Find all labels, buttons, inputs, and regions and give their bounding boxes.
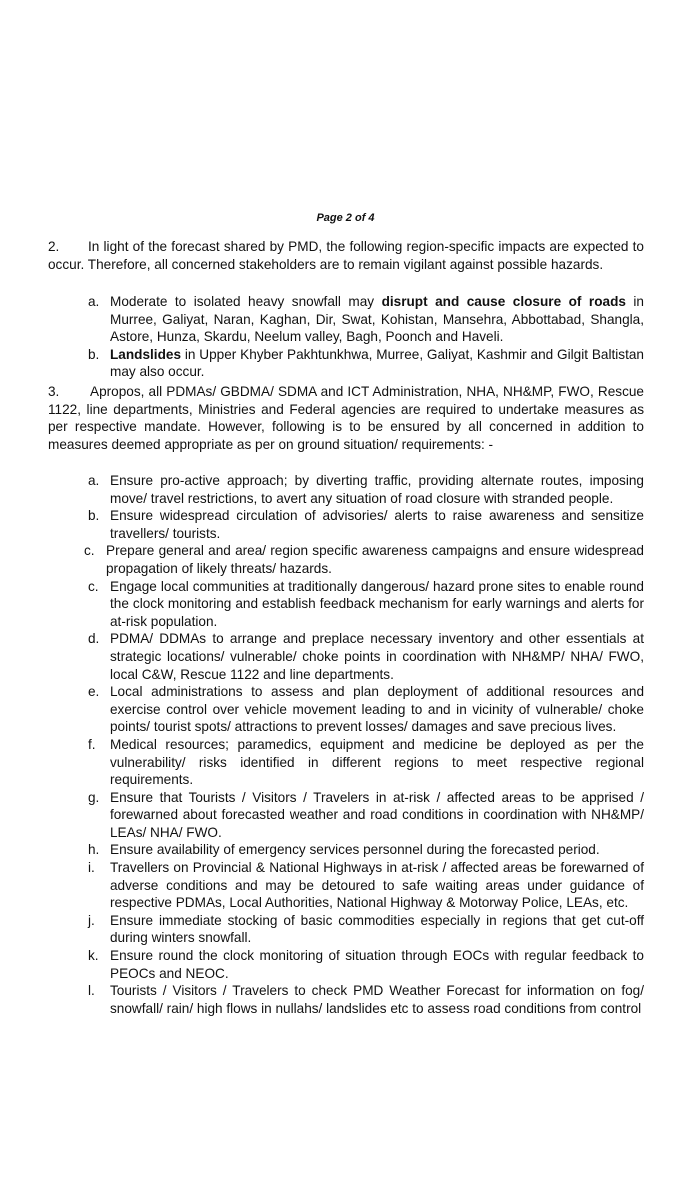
item-marker: e.: [88, 684, 100, 700]
item-marker: l.: [88, 983, 95, 999]
paragraph-2: [48, 238, 644, 273]
item-text: Local administrations to assess and plan deployment of additional resources and exercise control over vehicle movement leading to and in vicinity of vulnerable/ choke points/ tourist spots/ attractions to prevent losses/ damages and save precious lives.: [110, 684, 644, 735]
item-bold-text: disrupt and cause closure of roads: [381, 294, 626, 309]
item-marker: c.: [84, 543, 95, 559]
item-marker: b.: [88, 508, 100, 524]
item-text: Ensure pro-active approach; by diverting traffic, providing alternate routes, imposing move/ travel restrictions, to avert any situation of road closure with stranded people.: [110, 473, 644, 506]
list-item: [88, 789, 644, 842]
item-marker: c.: [88, 578, 99, 594]
list-item: [88, 293, 644, 346]
item-text: Engage local communities at traditionally dangerous/ hazard prone sites to enable round the clock monitoring and establish feedback mechanism for early warnings and alerts for at-risk population.: [110, 578, 644, 629]
paragraph-number: 3.: [48, 384, 60, 399]
item-text: Ensure widespread circulation of advisories/ alerts to raise awareness and sensitize travellers/ tourists.: [110, 508, 644, 541]
item-marker: d.: [88, 631, 100, 647]
measures-list: [84, 472, 644, 1017]
item-marker: a.: [88, 294, 100, 309]
list-item: [88, 736, 644, 789]
item-text: Travellers on Provincial & National Highways in at-risk / affected areas be forewarned of adverse conditions and may be detoured to safe waiting areas under guidance of respective PDMAs, Local Authorities, National Highway & Motorway Police, LEAs, etc.: [110, 860, 644, 911]
item-text: in Murree, Galiyat, Naran, Kaghan, Dir, Swat, Kohistan, Mansehra, Abbottabad, Shangla, Astore, Hunza, Skardu, Neelum valley, Bagh, Poonch and Haveli.: [110, 294, 644, 345]
paragraph-text: In light of the forecast shared by PMD, the following region-specific impacts are expected to occur. Therefore, all concerned stakeholders are to remain vigilant against possible hazards.: [48, 239, 644, 272]
item-text: Ensure availability of emergency services personnel during the forecasted period.: [110, 842, 600, 858]
list-item: [88, 947, 644, 982]
item-marker: g.: [88, 789, 100, 805]
item-marker: k.: [88, 948, 99, 964]
item-text: Moderate to isolated heavy snowfall may: [110, 294, 382, 309]
item-marker: h.: [88, 842, 100, 858]
list-item: [88, 507, 644, 542]
list-item: [88, 683, 644, 736]
item-text: Medical resources; paramedics, equipment and medicine be deployed as per the vulnerability/ risks identified in different regions to meet respective regional requirements.: [110, 736, 644, 788]
paragraph-text: Apropos, all PDMAs/ GBDMA/ SDMA and ICT Administration, NHA, NH&MP, FWO, Rescue 1122, line departments, Ministries and Federal agencies are required to undertake measures as per respective mandate. However, following is to be ensured by all concerned in addition to measures deemed appropriate as per on ground situation/ requirements: -: [48, 384, 644, 452]
item-text: Tourists / Visitors / Travelers to check PMD Weather Forecast for information on fog/ snowfall/ rain/ high flows in nullahs/ landslides etc to assess road conditions from control: [110, 983, 644, 1016]
list-item: [84, 542, 644, 577]
item-text: Ensure that Tourists / Visitors / Travelers in at-risk / affected areas to be apprised / forewarned about forecasted weather and road conditions in coordination with NH&MP/ LEAs/ NHA/ FWO.: [110, 789, 644, 840]
item-text: Ensure round the clock monitoring of situation through EOCs with regular feedback to PEOCs and NEOC.: [110, 948, 644, 981]
list-item: [88, 346, 644, 381]
list-item: [88, 630, 644, 683]
list-item: [88, 912, 644, 947]
item-marker: b.: [88, 346, 100, 362]
item-marker: a.: [88, 473, 100, 488]
paragraph-3: [48, 383, 644, 453]
list-item: [88, 982, 644, 1017]
page-number-label: Page 2 of 4: [316, 212, 375, 224]
list-item: [88, 472, 644, 507]
item-text: PDMA/ DDMAs to arrange and preplace necessary inventory and other essentials at strategic locations/ vulnerable/ choke points in coordination with NH&MP/ NHA/ FWO, local C&W, Rescue 1122 and line departments.: [110, 631, 644, 682]
item-text: Prepare general and area/ region specific awareness campaigns and ensure widespread propagation of likely threats/ hazards.: [106, 543, 644, 576]
impacts-list: [88, 293, 644, 381]
item-bold-text: Landslides: [110, 346, 182, 362]
item-text: Ensure immediate stocking of basic commodities especially in regions that get cut-off during winters snowfall.: [110, 912, 644, 946]
list-item: [88, 841, 644, 859]
item-marker: j.: [88, 912, 95, 928]
list-item: [88, 578, 644, 631]
item-marker: f.: [88, 736, 96, 752]
paragraph-number: 2.: [48, 239, 60, 254]
item-text: in Upper Khyber Pakhtunkhwa, Murree, Galiyat, Kashmir and Gilgit Baltistan may also occur.: [110, 346, 644, 380]
item-marker: i.: [88, 860, 95, 876]
list-item: [88, 859, 644, 912]
